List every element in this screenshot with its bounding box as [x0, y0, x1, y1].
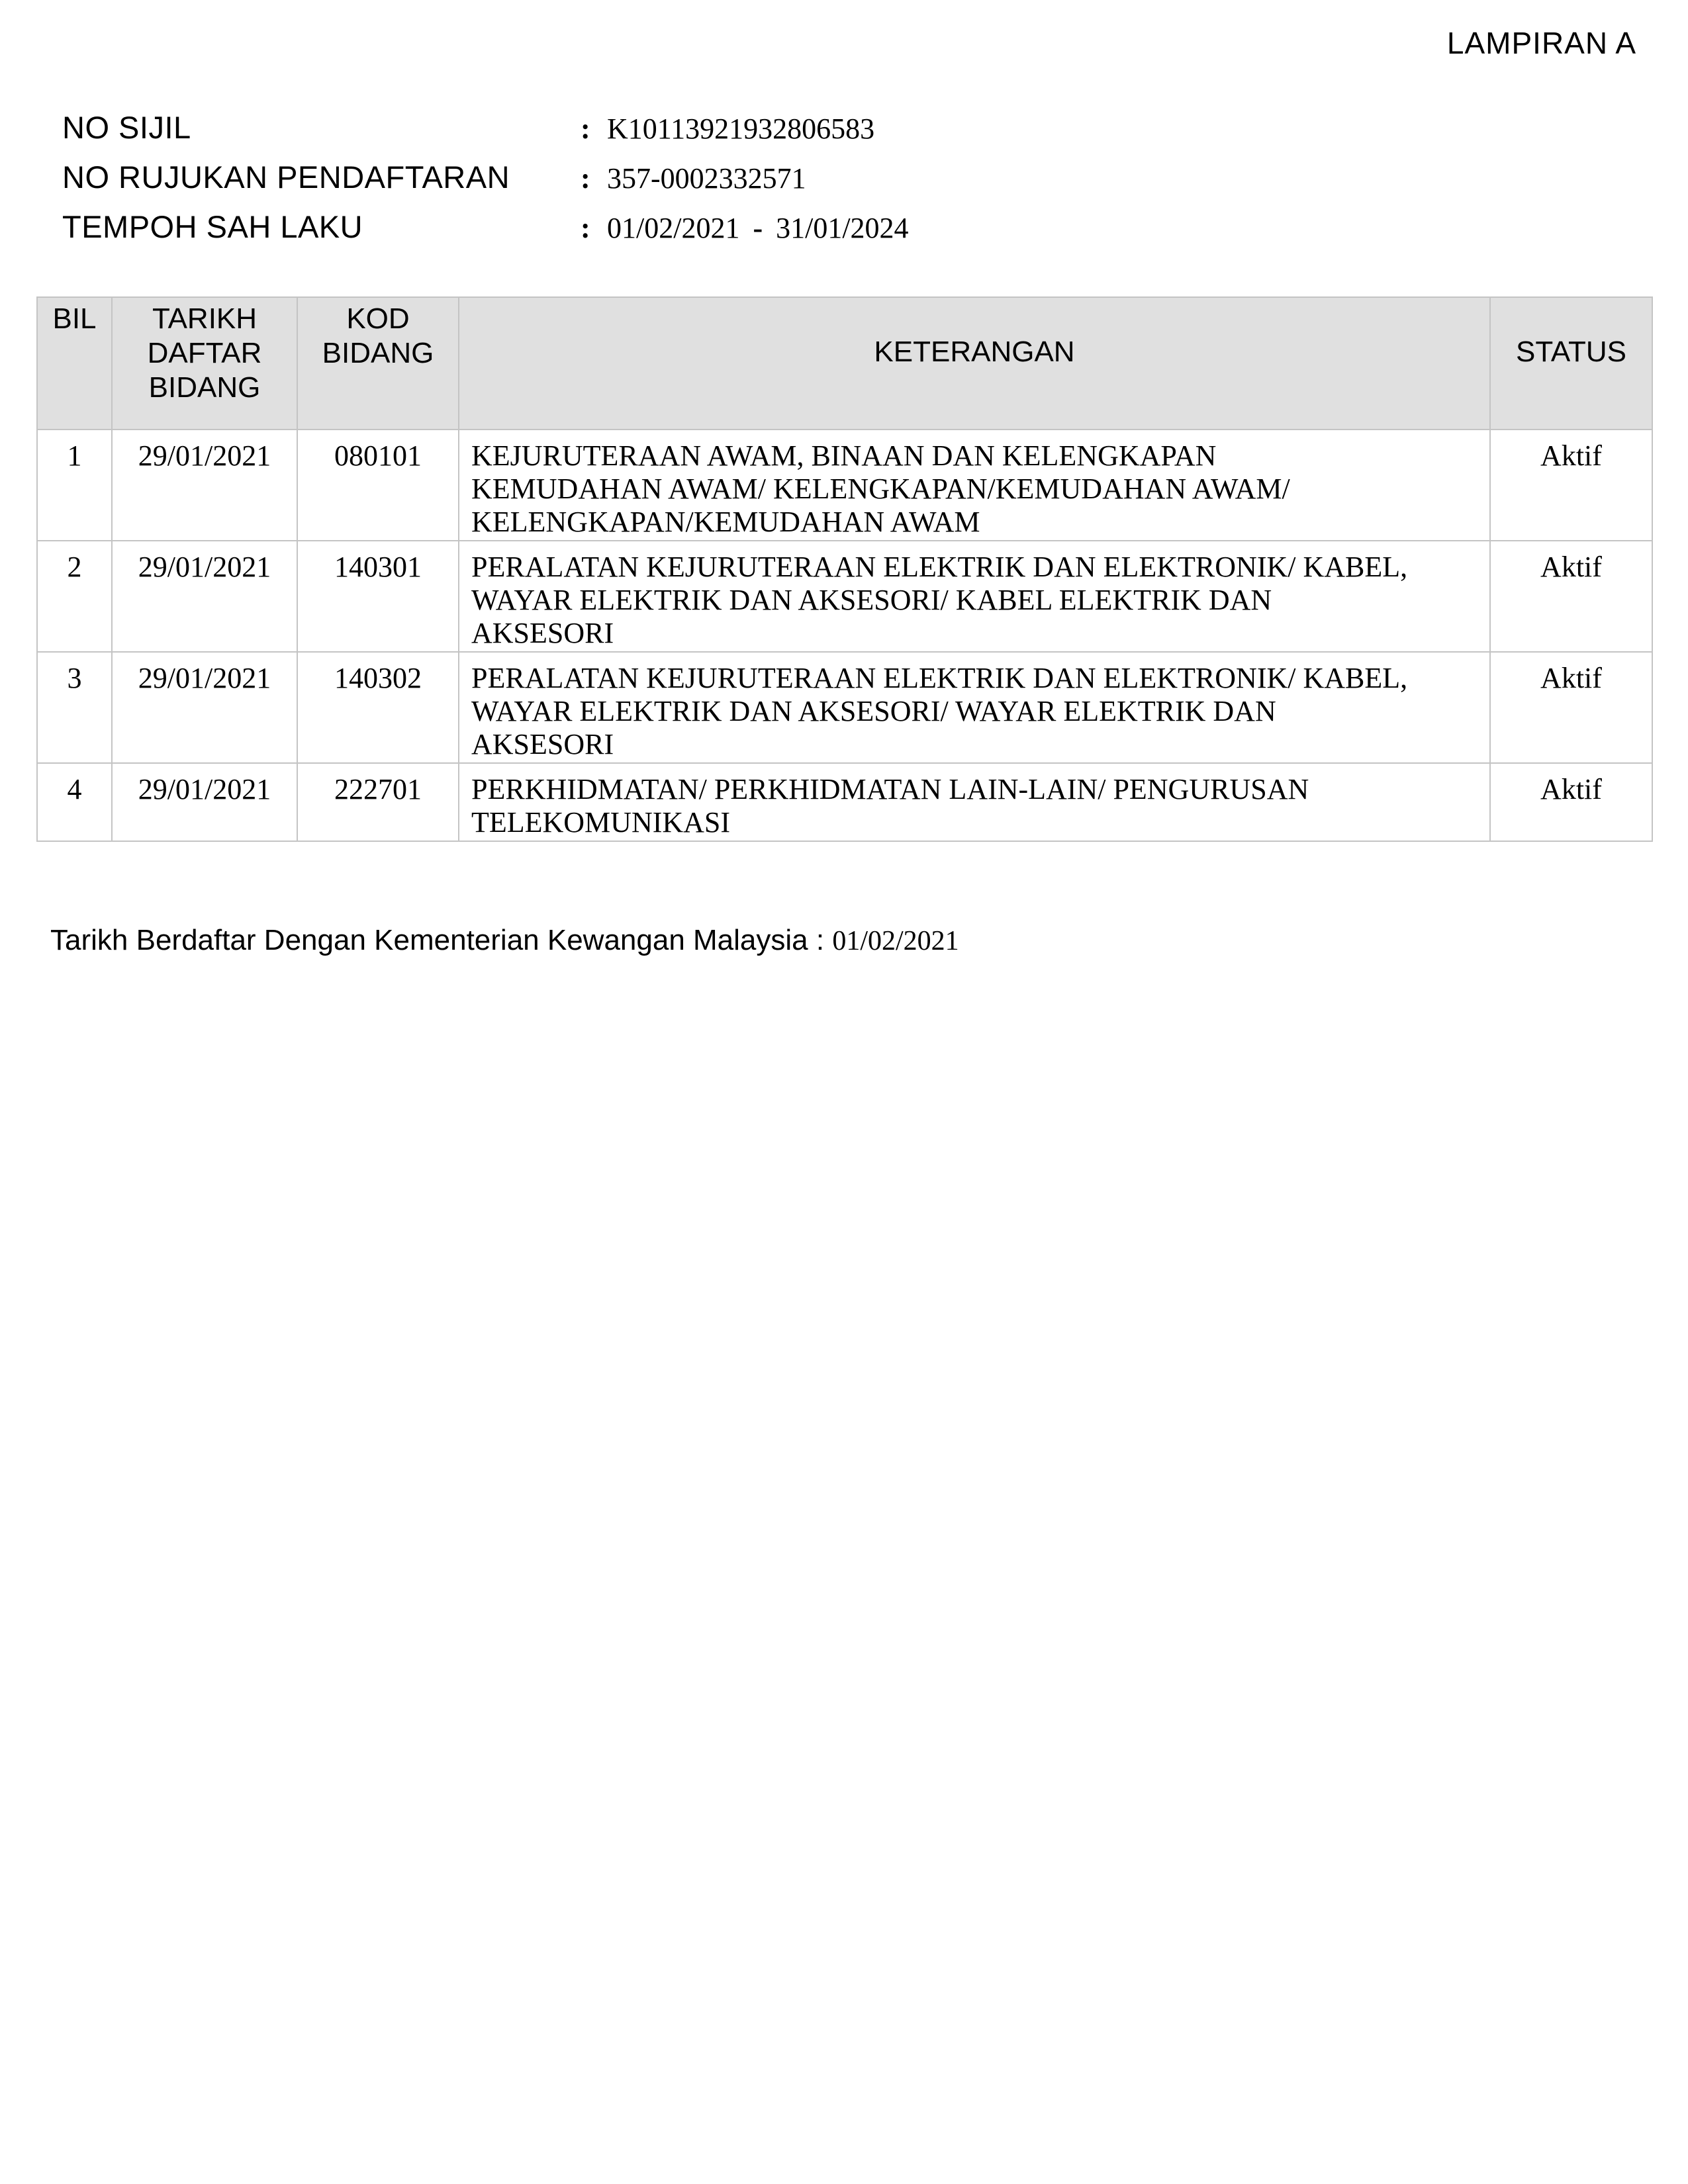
- keterangan-line: AKSESORI: [471, 728, 614, 760]
- cell-keterangan: [459, 763, 1490, 841]
- certificate-info: [62, 109, 1254, 258]
- header-text-line: DAFTAR: [147, 337, 262, 369]
- cell-bil: 1: [37, 430, 112, 541]
- cell-kod: 222701: [297, 763, 459, 841]
- cell-status: Aktif: [1490, 430, 1652, 541]
- keterangan-line: WAYAR ELEKTRIK DAN AKSESORI/ KABEL ELEKTRIK DAN: [471, 584, 1272, 616]
- registered-fields-table: [36, 296, 1653, 842]
- cell-keterangan: [459, 430, 1490, 541]
- validity-end: 31/01/2024: [776, 212, 909, 244]
- cell-kod: 140301: [297, 541, 459, 652]
- keterangan-line: PERALATAN KEJURUTERAAN ELEKTRIK DAN ELEKTRONIK/ KABEL,: [471, 662, 1408, 694]
- header-text-line: KOD: [346, 302, 410, 335]
- keterangan-line: KEMUDAHAN AWAM/ KELENGKAPAN/KEMUDAHAN AWAM/: [471, 473, 1290, 505]
- info-label: TEMPOH SAH LAKU: [62, 209, 363, 244]
- header-tarikh-daftar-bidang: [112, 297, 297, 430]
- certificate-number: K10113921932806583: [607, 113, 875, 145]
- cell-tarikh: 29/01/2021: [112, 763, 297, 841]
- keterangan-line: WAYAR ELEKTRIK DAN AKSESORI/ WAYAR ELEKTRIK DAN: [471, 695, 1276, 727]
- info-colon: :: [581, 212, 590, 244]
- registration-date-line: [50, 924, 959, 957]
- cell-tarikh: 29/01/2021: [112, 652, 297, 763]
- table-row: [37, 763, 1652, 841]
- header-kod-bidang: [297, 297, 459, 430]
- keterangan-line: PERALATAN KEJURUTERAAN ELEKTRIK DAN ELEKTRONIK/ KABEL,: [471, 551, 1408, 583]
- keterangan-line: AKSESORI: [471, 617, 614, 649]
- keterangan-line: TELEKOMUNIKASI: [471, 806, 731, 839]
- registration-date-label: Tarikh Berdaftar Dengan Kementerian Kewangan Malaysia :: [50, 924, 825, 956]
- cell-tarikh: 29/01/2021: [112, 541, 297, 652]
- header-keterangan: KETERANGAN: [459, 297, 1490, 430]
- validity-period: [607, 211, 909, 245]
- info-row-tempoh: [62, 208, 1254, 258]
- cell-kod: 140302: [297, 652, 459, 763]
- cell-bil: 4: [37, 763, 112, 841]
- cell-status: Aktif: [1490, 652, 1652, 763]
- cell-status: Aktif: [1490, 763, 1652, 841]
- keterangan-line: PERKHIDMATAN/ PERKHIDMATAN LAIN-LAIN/ PENGURUSAN: [471, 773, 1309, 805]
- registration-date-value: 01/02/2021: [832, 926, 959, 956]
- validity-separator: -: [753, 212, 763, 244]
- registration-reference: 357-0002332571: [607, 162, 806, 195]
- cell-keterangan: [459, 652, 1490, 763]
- info-colon: :: [581, 113, 590, 145]
- cell-status: Aktif: [1490, 541, 1652, 652]
- cell-tarikh: 29/01/2021: [112, 430, 297, 541]
- keterangan-line: KELENGKAPAN/KEMUDAHAN AWAM: [471, 506, 980, 538]
- header-bil: BIL: [37, 297, 112, 430]
- info-label: NO RUJUKAN PENDAFTARAN: [62, 159, 510, 195]
- cell-bil: 2: [37, 541, 112, 652]
- validity-start: 01/02/2021: [607, 212, 740, 244]
- keterangan-line: KEJURUTERAAN AWAM, BINAAN DAN KELENGKAPAN: [471, 439, 1217, 472]
- cell-kod: 080101: [297, 430, 459, 541]
- table-header-row: [37, 297, 1652, 430]
- cell-bil: 3: [37, 652, 112, 763]
- document-label: LAMPIRAN A: [1446, 26, 1636, 60]
- header-text-line: TARIKH: [152, 302, 258, 335]
- table-row: [37, 430, 1652, 541]
- info-row-no-sijil: [62, 109, 1254, 159]
- header-status: STATUS: [1490, 297, 1652, 430]
- info-colon: :: [581, 162, 590, 195]
- cell-keterangan: [459, 541, 1490, 652]
- table-row: [37, 652, 1652, 763]
- info-row-no-rujukan: [62, 159, 1254, 208]
- header-text-line: BIDANG: [148, 371, 261, 404]
- info-label: NO SIJIL: [62, 110, 191, 145]
- header-text-line: BIDANG: [322, 337, 434, 369]
- table-row: [37, 541, 1652, 652]
